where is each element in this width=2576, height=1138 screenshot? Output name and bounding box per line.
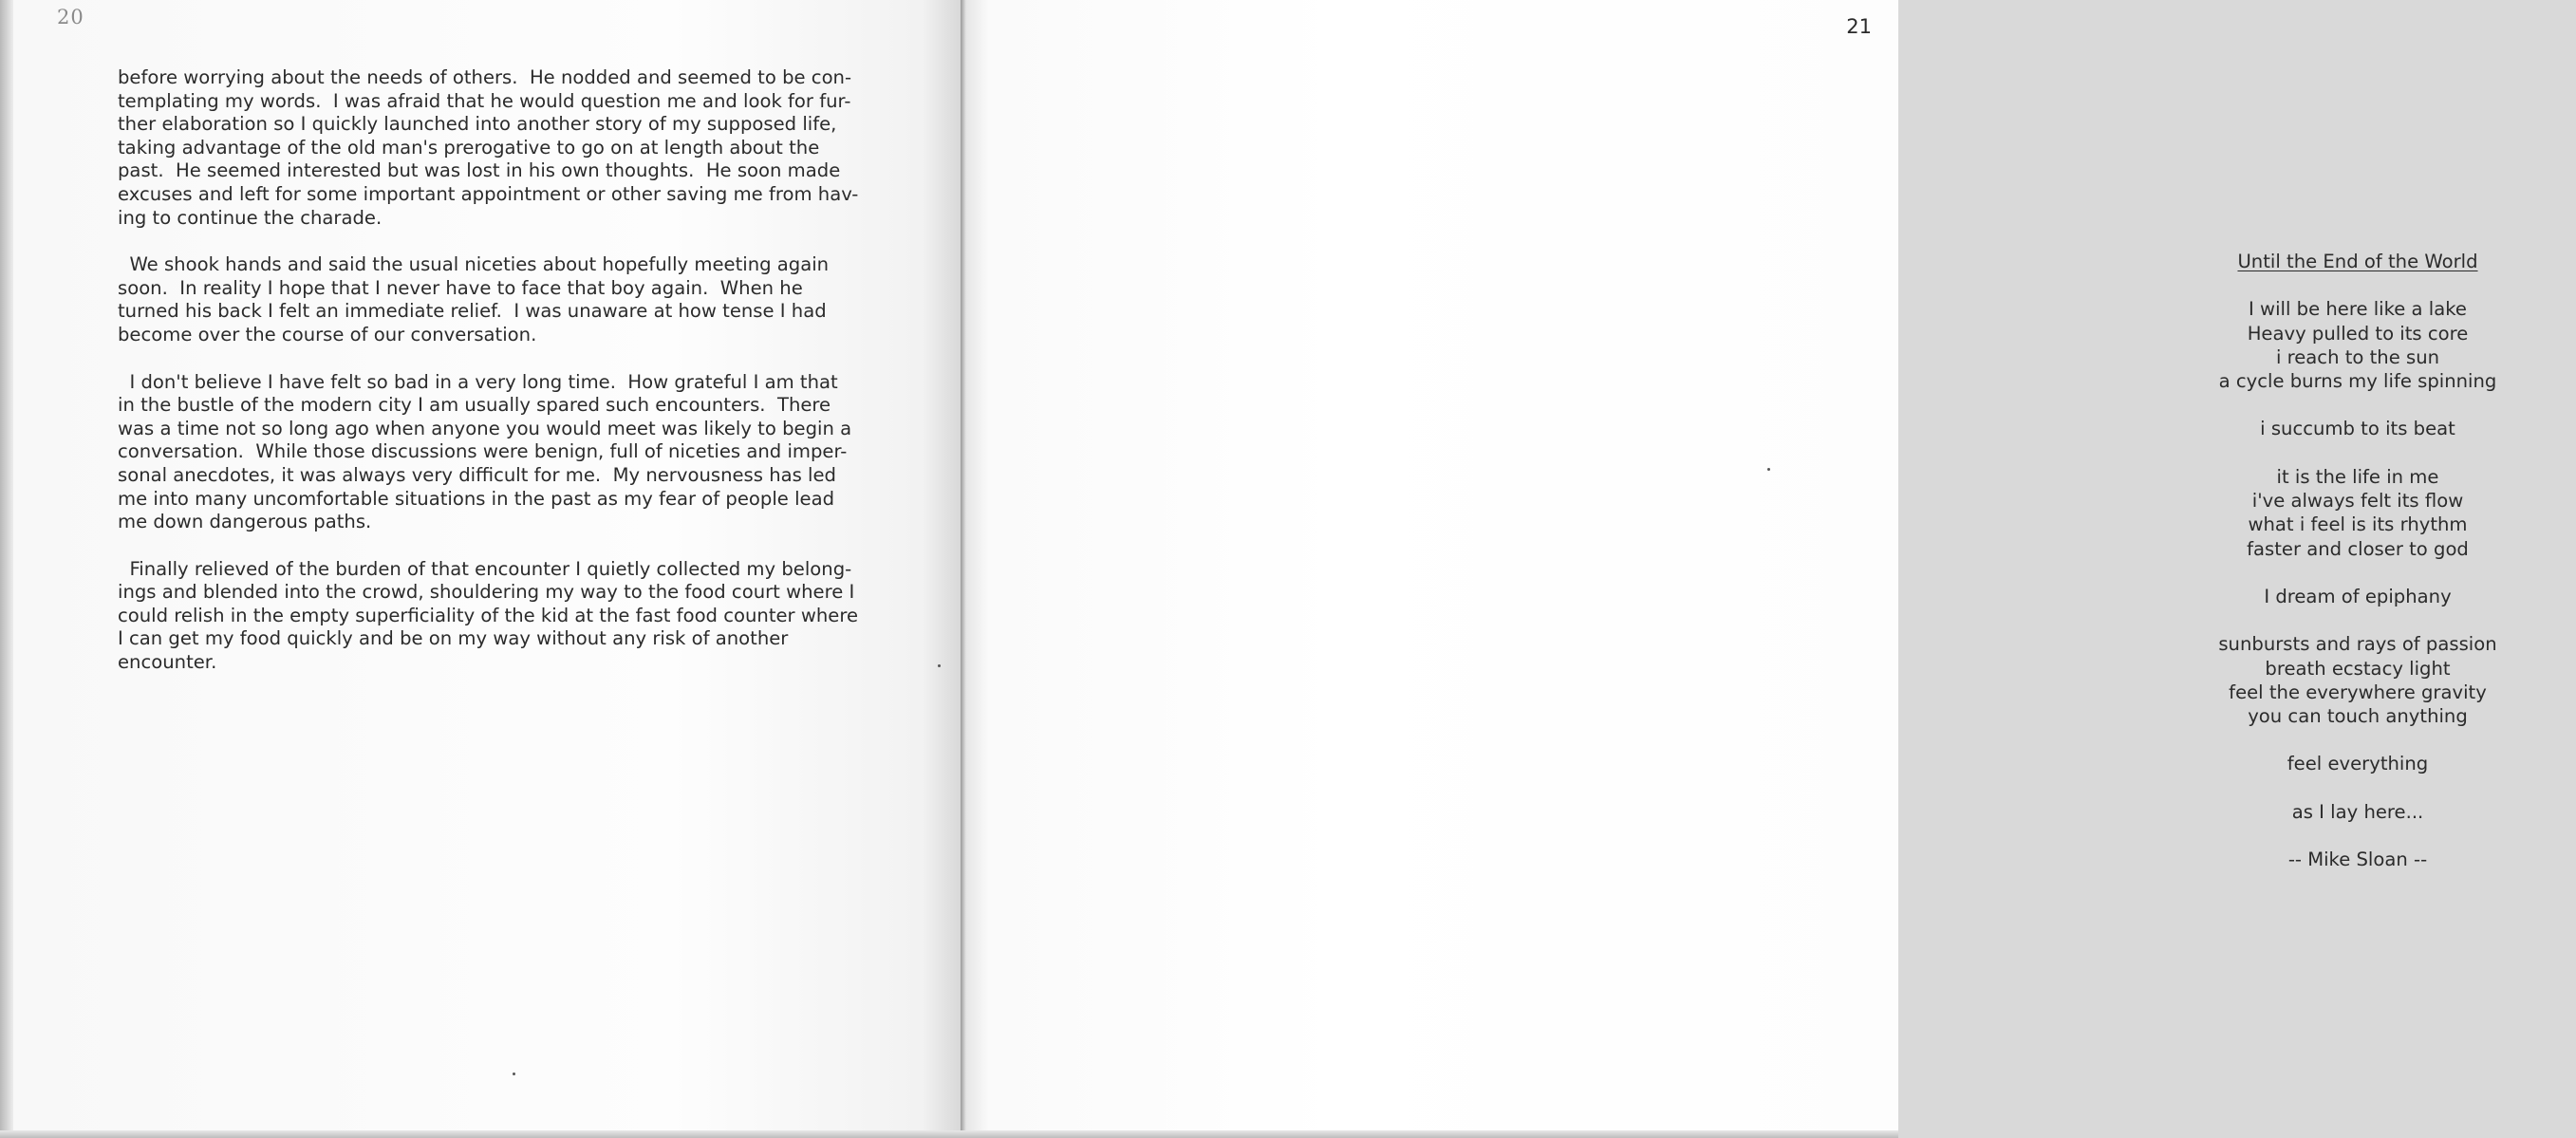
poem-stanza — [2139, 585, 2576, 608]
scan-speck — [1767, 468, 1770, 471]
text-line: ther elaboration so I quickly launched into another story of my supposed life, — [118, 113, 837, 136]
poem-stanza — [2139, 632, 2576, 728]
paragraph — [118, 253, 934, 346]
text-line: ing to continue the charade. — [118, 206, 383, 229]
paragraph — [118, 66, 934, 230]
text-line: excuses and left for some important appointment or other saving me from hav- — [118, 182, 859, 205]
text-line: templating my words. I was afraid that he would question me and look for fur- — [118, 89, 851, 112]
text-line: become over the course of our conversation. — [118, 323, 537, 345]
poem-line: i succumb to its beat — [2260, 418, 2455, 440]
poem-line: sunbursts and rays of passion — [2218, 633, 2497, 656]
poem-line: I dream of epiphany — [2264, 585, 2452, 607]
text-line: past. He seemed interested but was lost in his own thoughts. He soon made — [118, 159, 841, 182]
text-line: could relish in the empty superficiality of the kid at the fast food counter where — [118, 604, 859, 626]
prose-body — [118, 66, 934, 699]
text-line: taking advantage of the old man's prerogative to go on at length about the — [118, 136, 820, 159]
text-line: before worrying about the needs of others. He nodded and seemed to be con- — [118, 66, 852, 88]
page-number: 20 — [57, 6, 84, 28]
text-line: me down dangerous paths. — [118, 511, 372, 533]
poem-line: faster and closer to god — [2247, 537, 2469, 560]
poem-line: it is the life in me — [2276, 465, 2439, 488]
page-bottom-edge — [0, 1130, 1898, 1138]
poem-line: i've always felt its flow — [2251, 490, 2464, 513]
poem-stanza — [2139, 848, 2576, 871]
left-page — [0, 0, 961, 1138]
poem-line: feel everything — [2287, 753, 2429, 775]
poem-title: Until the End of the World — [2237, 251, 2478, 272]
poem-stanza — [2139, 417, 2576, 440]
poem-stanza — [2139, 465, 2576, 561]
text-line: turned his back I felt an immediate relief. I was unaware at how tense I had — [118, 300, 827, 323]
text-line: sonal anecdotes, it was always very difficult for me. My nervousness has led — [118, 463, 836, 486]
paragraph — [118, 558, 934, 675]
paragraph — [118, 371, 934, 534]
text-line: I can get my food quickly and be on my way without any risk of another — [118, 627, 789, 650]
poem — [2139, 250, 2576, 895]
text-line: encounter. — [118, 651, 217, 674]
poem-line: I will be here like a lake — [2249, 298, 2467, 321]
text-line: me into many uncomfortable situations in the past as my fear of people lead — [118, 487, 835, 510]
poem-line: a cycle burns my life spinning — [2218, 370, 2497, 393]
poem-line: -- Mike Sloan -- — [2287, 849, 2428, 871]
poem-body — [2139, 297, 2576, 871]
poem-line: breath ecstacy light — [2265, 657, 2451, 680]
text-line: ings and blended into the crowd, shouldering my way to the food court where I — [118, 581, 855, 604]
text-line: We shook hands and said the usual niceties about hopefully meeting again — [118, 253, 830, 276]
page-edge-shadow — [0, 0, 13, 1138]
right-page — [961, 0, 2497, 1138]
scan-speck — [938, 664, 941, 667]
poem-stanza — [2139, 800, 2576, 824]
poem-stanza — [2139, 752, 2576, 775]
poem-line: Heavy pulled to its core — [2247, 322, 2469, 345]
text-line: in the bustle of the modern city I am usually spared such encounters. There — [118, 394, 831, 417]
text-line: Finally relieved of the burden of that encounter I quietly collected my belong- — [118, 557, 852, 580]
poem-line: you can touch anything — [2248, 705, 2468, 728]
poem-line: feel the everywhere gravity — [2229, 681, 2487, 703]
poem-line: i reach to the sun — [2275, 345, 2440, 368]
poem-stanza — [2139, 297, 2576, 393]
poem-line: what i feel is its rhythm — [2248, 513, 2468, 536]
page-number: 21 — [1846, 15, 1872, 38]
text-line: I don't believe I have felt so bad in a very long time. How grateful I am that — [118, 370, 838, 393]
text-line: was a time not so long ago when anyone you would meet was likely to begin a — [118, 417, 852, 439]
scan-speck — [513, 1073, 515, 1075]
text-line: soon. In reality I hope that I never have to face that boy again. When he — [118, 276, 803, 299]
poem-line: as I lay here... — [2291, 800, 2424, 823]
text-line: conversation. While those discussions were benign, full of niceties and imper- — [118, 440, 848, 463]
